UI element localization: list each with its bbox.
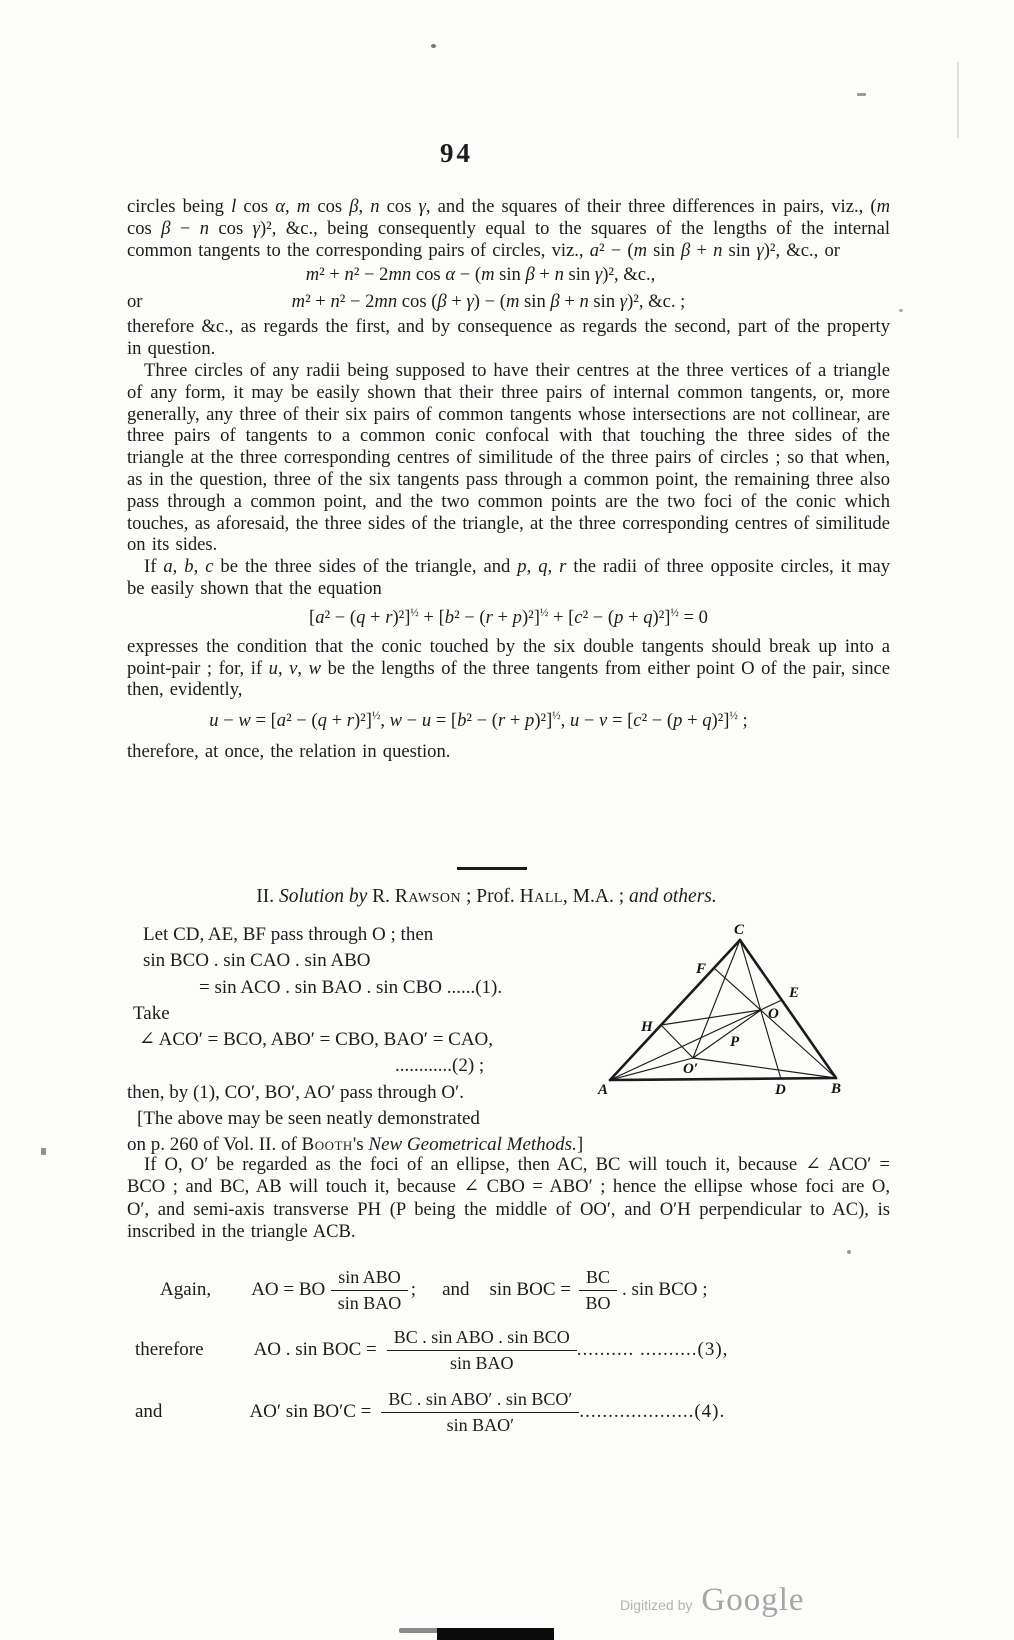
figure-label-F: F [696,961,707,977]
fraction-numerator: BC . sin ABO . sin BCO [387,1327,577,1351]
triangle-diagram [593,920,853,1106]
geometry-figure [593,920,853,1106]
fraction [387,1327,577,1373]
formula-row-3 [127,1322,927,1378]
figure-label-A: A [598,1082,609,1098]
formula-lhs: AO′ sin BO′C = [249,1401,372,1422]
equation: m² + n² − 2mn cos α − (m sin β + n sin γ)², &c., [305,264,656,286]
formula-label: therefore [135,1339,204,1360]
fraction-denominator: sin BAO′ [446,1414,515,1435]
figure-label-P: P [730,1034,740,1050]
text-line: [The above may be seen neatly demonstrated [137,1108,480,1130]
watermark-prefix: Digitized by [620,1597,693,1613]
text-line: sin BCO . sin CAO . sin ABO [143,950,371,972]
equation-label: or [127,291,143,313]
solution-lines [127,922,647,1159]
fraction [331,1267,408,1313]
formula-lhs: sin BOC = [489,1279,571,1300]
figure-edge-BC [740,940,836,1078]
formula-lhs: AO . sin BOC = [253,1339,377,1360]
figure-label-C: C [734,922,745,938]
fraction-numerator: sin ABO [331,1267,408,1291]
figure-label-Oprime: O′ [683,1061,699,1077]
equation: m² + n² − 2mn cos (β + γ) − (m sin β + n sin γ)², &c. ; [291,291,686,313]
watermark [620,1582,805,1619]
figure-edge-AB [610,1078,836,1080]
paragraph: If a, b, c be the three sides of the triangle, and p, q, r the radii of three opposite circles, it may be easily shown that the equation [127,556,891,599]
dotted-leader: ....................(4). [579,1401,726,1422]
paragraph: therefore &c., as regards the first, and by consequence as regards the second, part of the property in question. [127,316,890,360]
paragraph: circles being l cos α, m cos β, n cos γ, and the squares of their three differences in pairs, viz., (m cos β − n cos γ)², &c., being consequently equal to the squares of the lengths of the internal common tangents to the corresponding pairs of circles, viz., a² − (m sin β + n sin γ)², &c., or [127,196,890,261]
formula-row-again [127,1264,927,1316]
scan-speck [41,1148,46,1155]
paragraph: therefore, at once, the relation in question. [127,741,451,763]
formula-row-4 [127,1384,927,1440]
fraction-numerator: BC . sin ABO′ . sin BCO′ [381,1389,579,1413]
formula-label: Again, [160,1279,212,1300]
scan-speck [847,1250,851,1254]
punctuation: ; [410,1279,417,1300]
figure-edge-BOp [693,1058,836,1078]
scan-smudge [399,1628,441,1633]
paragraph: expresses the condition that the conic touched by the six double tangents should break up into a point-pair ; for, if u, v, w be the lengths of the three tangents from either point O of the pair, since then, evidently, [127,635,890,701]
fraction-denominator: sin BAO [449,1352,514,1373]
text-line: ∠ ACO′ = BCO, ABO′ = CBO, BAO′ = CAO, [139,1029,494,1051]
fraction [381,1389,579,1435]
figure-edge-HOp [661,1025,693,1058]
text-line: Take [133,1002,170,1024]
scan-speck [899,309,903,312]
paragraph: If O, O′ be regarded as the foci of an ellipse, then AC, BC will touch it, because ∠ ACO′ = BCO ; and BC, AB will touch it, because ∠ CBO = ABO′ ; hence the ellipse whose foci are O, O′, and semi-axis transverse PH (P being the middle of OO′, and O′H perpendicular to AC), is inscribed in the triangle ACB. [127,1154,890,1242]
text-line: ............(2) ; [395,1055,485,1077]
fraction [579,1267,617,1313]
scan-black-bar [437,1628,554,1640]
fraction-numerator: BC [579,1267,617,1291]
text-line: on p. 260 of Vol. II. of Booth's New Geometrical Methods.] [127,1134,584,1156]
fraction-denominator: sin BAO [337,1292,402,1313]
equation: $[a^2 - (q + r)^2]^{\frac{1}{2}} + [b^2 - (r + p)^2]^{\frac{1}{2}} + [c^2 - (p + q)^2]^{\frac{1}{2}} = 0$ [309,606,708,628]
scan-speck [431,44,436,48]
text-line: = sin ACO . sin BAO . sin CBO ......(1). [199,976,503,998]
fraction-denominator: BO [585,1292,611,1313]
figure-label-D: D [775,1082,786,1098]
figure-label-B: B [831,1081,842,1097]
google-logo: Google [701,1582,805,1618]
figure-edge-OOp [693,1010,761,1058]
conjunction: and [442,1279,470,1300]
formula-label: and [135,1401,163,1422]
section-heading: II. Solution by R. Rawson ; Prof. Hall, M.A. ; and others. [256,886,717,907]
intro-column [127,196,890,763]
paragraph: Three circles of any radii being supposed to have their centres at the three vertices of a triangle of any form, it may be easily shown that their three pairs of internal common tangents, or, more generally, any three of their six pairs of common tangents whose intersections are not collinear, are three pairs of tangents to a common conic confocal with that touching the three sides of the triangle at the three corresponding centres of similitude of the three pairs of circles ; so that when, as in the question, three of the six tangents pass through a common point, the remaining three also pass through a common point, and the two common points are the two foci of the conic which touches, as aforesaid, the three sides of the triangle, at the three corresponding centres of similitude on its sides. [127,359,890,556]
figure-edge-AC [610,940,740,1080]
equation: $u - w = [a^2 - (q + r)^2]^{\frac{1}{2}}$, $w - u = [b^2 - (r + p)^2]^{\frac{1}{2}}$, $u - v = [c^2 - (p + q)^2]^{\frac{1}{2}}$ ; [209,709,748,732]
formula-lhs: AO = BO [251,1279,326,1300]
figure-label-H: H [641,1019,653,1035]
text-line: then, by (1), CO′, BO′, AO′ pass through O′. [127,1081,464,1103]
formula-tail: . sin BCO ; [621,1279,708,1300]
text-line: Let CD, AE, BF pass through O ; then [143,924,434,945]
scan-edge-line [957,62,959,138]
dotted-leader: .......... ..........(3), [576,1339,729,1360]
figure-label-O: O [768,1006,779,1022]
equation-row [127,289,890,315]
section-divider [457,867,527,870]
scan-speck [857,93,866,96]
page-number: 94 [440,138,473,168]
figure-label-E: E [789,985,800,1001]
